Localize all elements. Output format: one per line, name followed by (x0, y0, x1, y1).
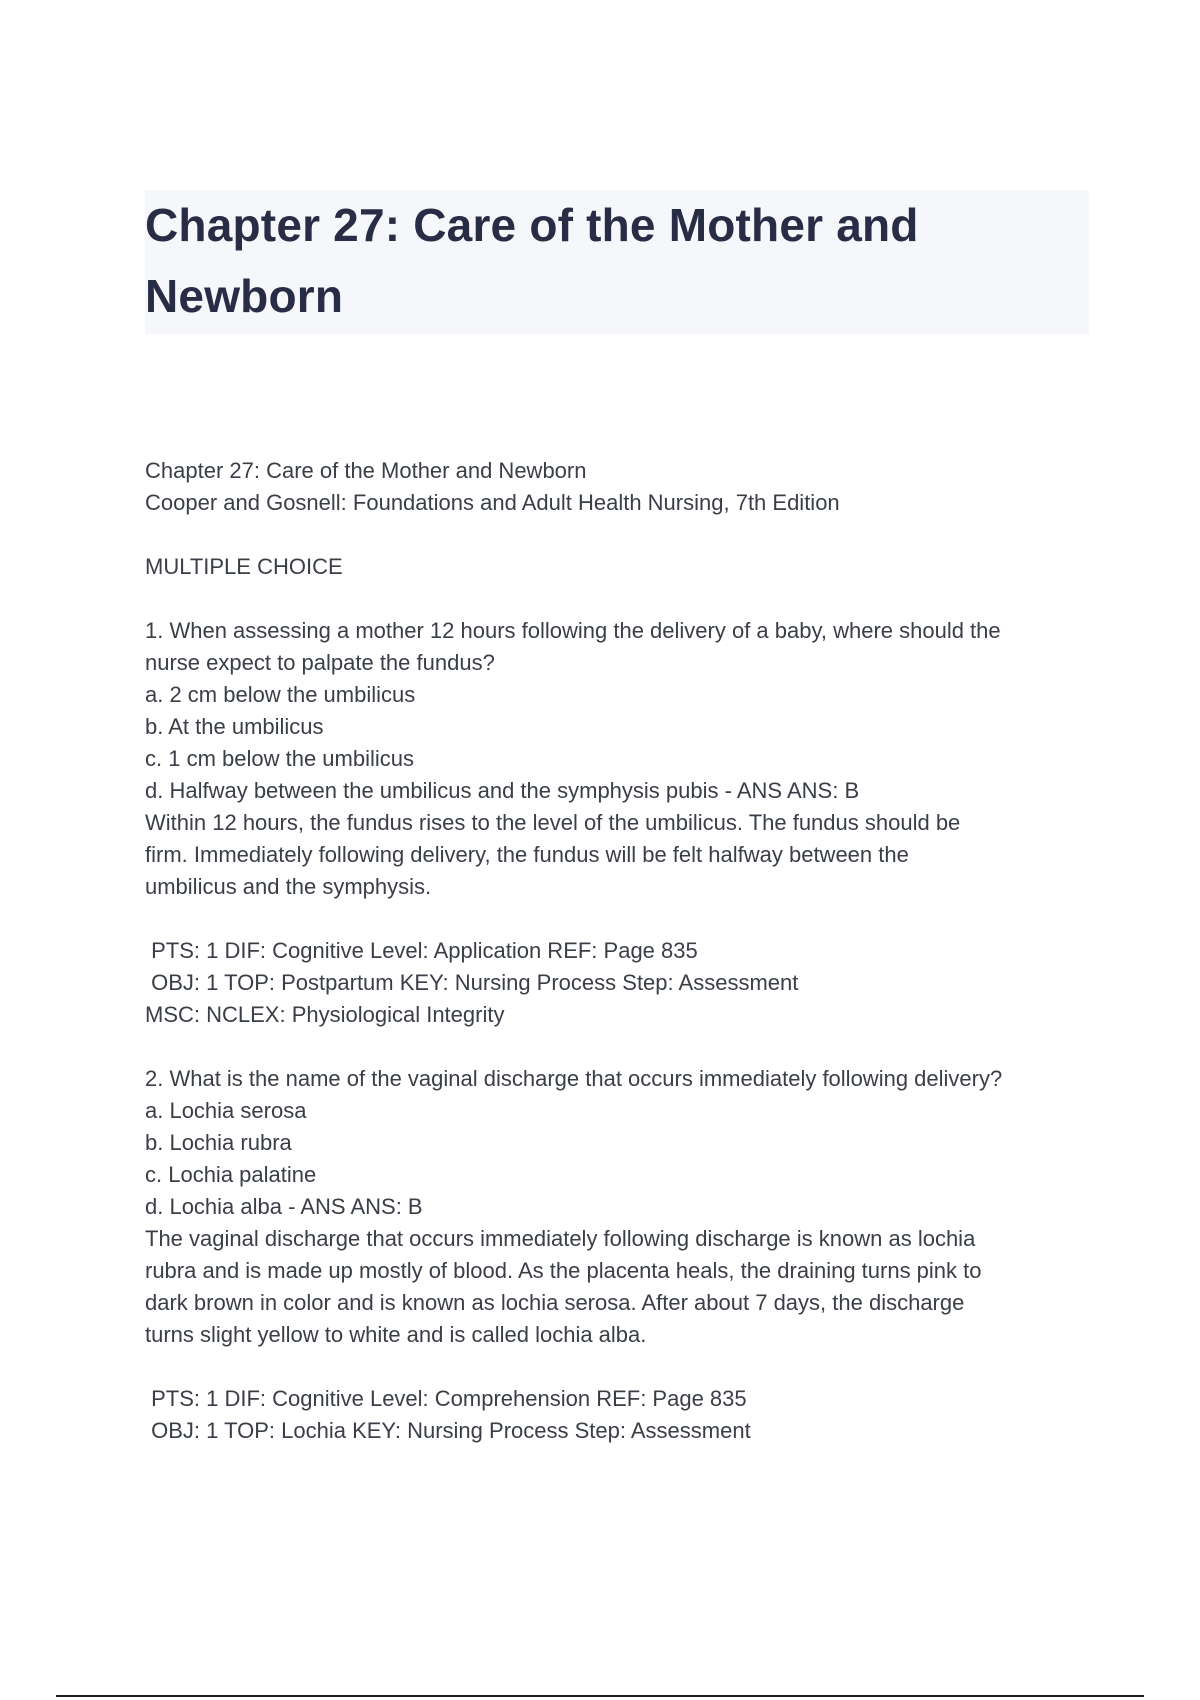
answer-option: c. Lochia palatine (145, 1162, 317, 1187)
spacer (145, 583, 1090, 615)
spacer (145, 519, 1090, 551)
answer-option: b. Lochia rubra (145, 1130, 292, 1155)
question-meta: PTS: 1 DIF: Cognitive Level: Application REF: Page 835 (145, 938, 698, 963)
question-block (145, 1063, 1090, 1447)
answer-option: c. 1 cm below the umbilicus (145, 746, 414, 771)
rationale-line: umbilicus and the symphysis. (145, 874, 432, 899)
answer-option: d. Halfway between the umbilicus and the symphysis pubis - ANS ANS: B (145, 778, 860, 803)
question-stem: 2. What is the name of the vaginal discharge that occurs immediately following delivery? (145, 1066, 1003, 1091)
rationale-line: Within 12 hours, the fundus rises to the level of the umbilicus. The fundus should be (145, 810, 961, 835)
rationale-line: rubra and is made up mostly of blood. As the placenta heals, the draining turns pink to (145, 1258, 982, 1283)
document-body (145, 455, 1090, 1447)
question-stem: 1. When assessing a mother 12 hours following the delivery of a baby, where should the (145, 618, 1001, 643)
question-meta: OBJ: 1 TOP: Lochia KEY: Nursing Process Step: Assessment (145, 1418, 751, 1443)
spacer (145, 1351, 1090, 1383)
question-meta: OBJ: 1 TOP: Postpartum KEY: Nursing Process Step: Assessment (145, 970, 799, 995)
answer-option: b. At the umbilicus (145, 714, 324, 739)
rationale-line: The vaginal discharge that occurs immediately following discharge is known as lochia (145, 1226, 976, 1251)
question-meta: PTS: 1 DIF: Cognitive Level: Comprehension REF: Page 835 (145, 1386, 747, 1411)
header-line-book: Cooper and Gosnell: Foundations and Adult Health Nursing, 7th Edition (145, 490, 840, 515)
header-line-chapter: Chapter 27: Care of the Mother and Newborn (145, 458, 587, 483)
page-title: Chapter 27: Care of the Mother and Newborn (145, 199, 919, 322)
answer-option: a. Lochia serosa (145, 1098, 307, 1123)
answer-option: d. Lochia alba - ANS ANS: B (145, 1194, 423, 1219)
answer-option: a. 2 cm below the umbilicus (145, 682, 416, 707)
question-meta: MSC: NCLEX: Physiological Integrity (145, 1002, 505, 1027)
rationale-line: firm. Immediately following delivery, the fundus will be felt halfway between the (145, 842, 909, 867)
question-block (145, 615, 1090, 1031)
question-stem-continued: nurse expect to palpate the fundus? (145, 650, 495, 675)
footer-divider (56, 1695, 1144, 1697)
rationale-line: turns slight yellow to white and is called lochia alba. (145, 1322, 647, 1347)
title-banner (145, 190, 1089, 334)
spacer (145, 1031, 1090, 1063)
rationale-line: dark brown in color and is known as lochia serosa. After about 7 days, the discharge (145, 1290, 965, 1315)
spacer (145, 903, 1090, 935)
section-label: MULTIPLE CHOICE (145, 554, 343, 579)
